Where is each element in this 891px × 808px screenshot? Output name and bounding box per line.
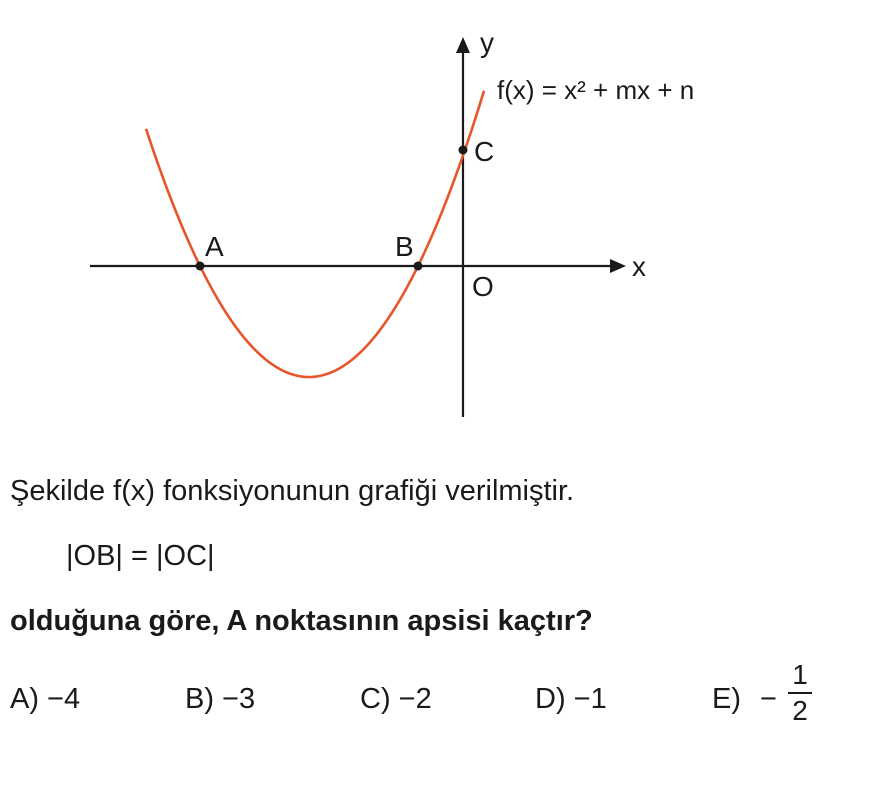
option-e-sign: − (760, 683, 777, 715)
option-e-denominator: 2 (792, 695, 808, 726)
point-a-dot (196, 262, 205, 271)
option-e-numerator: 1 (792, 659, 808, 690)
option-c[interactable]: C) −2 (360, 683, 432, 715)
x-axis-label: x (632, 251, 646, 282)
option-b[interactable]: B) −3 (185, 683, 256, 715)
option-e-fraction (788, 660, 812, 726)
fraction-bar (788, 692, 812, 694)
point-b-label: B (395, 231, 414, 262)
x-axis-arrow (610, 259, 626, 273)
parabola-curve (146, 91, 484, 377)
y-axis-arrow (456, 37, 470, 53)
question-statement: Şekilde f(x) fonksiyonunun grafiği verilmiştir. (10, 475, 575, 507)
option-d[interactable]: D) −1 (535, 683, 607, 715)
question-condition: |OB| = |OC| (66, 540, 215, 572)
point-c-dot (459, 146, 468, 155)
point-b-dot (414, 262, 423, 271)
function-label: f(x) = x² + mx + n (497, 75, 695, 105)
option-a[interactable]: A) −4 (10, 683, 81, 715)
option-e[interactable]: E) (712, 683, 741, 715)
question-prompt: olduğuna göre, A noktasının apsisi kaçtır? (10, 605, 593, 637)
point-c-label: C (474, 136, 495, 167)
origin-label: O (472, 271, 494, 302)
point-a-label: A (205, 231, 224, 262)
y-axis-label: y (480, 27, 494, 58)
